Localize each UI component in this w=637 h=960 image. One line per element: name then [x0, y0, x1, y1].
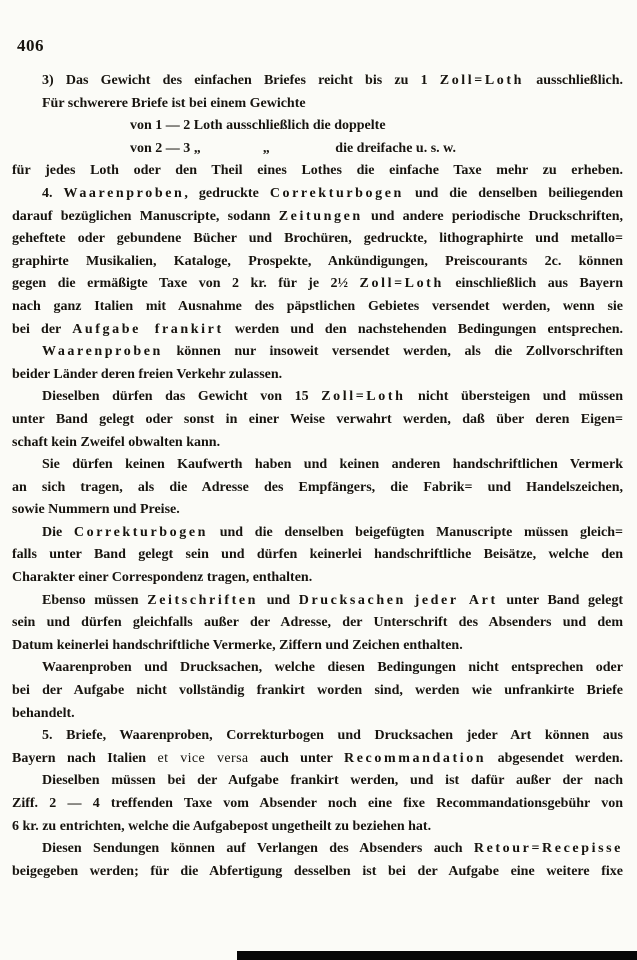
- text-run: Diesen Sendungen können auf Verlangen des Absenders auch: [42, 841, 474, 857]
- text-run: graphirte Musikalien, Kataloge, Prospekte, Ankündigungen, Preiscourants 2c. können: [12, 253, 623, 269]
- text-line: [12, 364, 623, 387]
- text-run: Für schwerere Briefe ist bei einem Gewichte: [42, 95, 306, 111]
- text-run: nicht übersteigen und müssen: [405, 389, 623, 405]
- text-line: [12, 273, 623, 296]
- text-line: [12, 838, 623, 861]
- paragraph: [12, 183, 623, 341]
- paragraph: [12, 770, 623, 838]
- text-line: [12, 454, 623, 477]
- text-line: [12, 770, 623, 793]
- paragraph: [12, 838, 623, 883]
- text-line: [12, 635, 623, 658]
- text-line: [12, 228, 623, 251]
- paragraph: [12, 590, 623, 658]
- text-line: [12, 567, 623, 590]
- paragraph: [12, 341, 623, 386]
- text-line: [12, 70, 623, 93]
- ditto-gap: [201, 151, 263, 152]
- text-line: [12, 138, 623, 161]
- text-line: [12, 296, 623, 319]
- text-run: und andere periodische Druckschriften,: [362, 208, 624, 224]
- text-line: [12, 590, 623, 613]
- text-line: [12, 477, 623, 500]
- text-run: einschließlich aus Bayern: [443, 276, 624, 292]
- paragraph: [12, 454, 623, 522]
- text-line: [12, 206, 623, 229]
- text-line: [12, 544, 623, 567]
- text-run: nach ganz Italien mit Ausnahme des päpstlichen Gebietes versendet werden, wenn sie: [12, 298, 623, 314]
- ditto-gap: [270, 151, 332, 152]
- paragraph: [12, 522, 623, 590]
- text-line: [12, 748, 623, 771]
- text-run: Charakter einer Correspondenz tragen, enthalten.: [12, 570, 313, 586]
- letterspaced-text-run: jeder Art: [414, 592, 498, 608]
- letterspaced-text-run: Recommandation: [344, 750, 487, 766]
- text-line: [12, 183, 623, 206]
- text-run: für jedes Loth oder den Theil eines Lothes die einfache Taxe mehr zu erheben.: [12, 163, 623, 179]
- text-run: bei der: [12, 321, 73, 337]
- text-run: Bayern nach Italien: [12, 750, 158, 766]
- text-run: an sich tragen, als die Adresse des Empfängers, die Fabrik= und Handelszeichen,: [12, 479, 623, 495]
- text-run: abgesendet werden.: [486, 750, 623, 766]
- text-run: beider Länder deren freien Verkehr zulassen.: [12, 366, 283, 382]
- text-run: unter Band gelegt oder sonst in einer Weise verwahrt werden, daß über deren Eigen=: [12, 411, 623, 427]
- letterspaced-text-run: Retour=Recepisse: [473, 841, 623, 857]
- text-run: bei der Aufgabe nicht vollständig frankirt worden sind, werden wie unfrankirte Briefe: [12, 683, 623, 699]
- text-line: [12, 703, 623, 726]
- text-run: gegen die ermäßigte Taxe von 2 kr. für je 2½: [12, 276, 360, 292]
- text-block: [12, 70, 623, 883]
- letterspaced-text-run: Correkturbogen: [73, 524, 209, 540]
- text-run: und die denselben beiliegenden: [403, 185, 623, 201]
- text-run: geheftete oder gebundene Bücher und Brochüren, gedruckte, lithographirte und metallo=: [12, 231, 623, 247]
- text-run: „: [262, 140, 270, 156]
- text-run: 3) Das Gewicht des einfachen Briefes reicht bis zu 1: [42, 73, 440, 88]
- text-run: 6 kr. zu entrichten, welche die Aufgabepost ungetheilt zu beziehen hat.: [12, 818, 432, 834]
- text-run: werden und den nachstehenden Bedingungen entsprechen.: [223, 321, 624, 337]
- antiqua-text-run: et vice versa: [157, 750, 249, 766]
- text-line: [12, 657, 623, 680]
- letterspaced-text-run: Zoll=Loth: [359, 276, 444, 292]
- letterspaced-text-run: Zeitungen: [278, 208, 363, 224]
- text-line: [12, 251, 623, 274]
- text-run: die dreifache u. s. w.: [331, 140, 456, 156]
- text-run: Ebenso müssen: [42, 592, 148, 608]
- text-run: falls unter Band gelegt sein und dürfen keinerlei handschriftliche Beisätze, welche den: [12, 547, 623, 563]
- letterspaced-text-run: Zoll=Loth: [321, 389, 406, 405]
- paragraph: [12, 386, 623, 454]
- text-run: und: [258, 592, 299, 608]
- text-line: [12, 680, 623, 703]
- text-run: unter Band gelegt: [497, 592, 624, 608]
- text-line: [12, 793, 623, 816]
- text-line: [12, 341, 623, 364]
- text-run: , gedruckte: [184, 185, 270, 201]
- text-line: [12, 160, 623, 183]
- text-run: 4.: [42, 185, 64, 201]
- text-run: können nur insoweit versendet werden, als die Zollvorschriften: [162, 344, 623, 360]
- text-line: [12, 409, 623, 432]
- text-run: darauf bezüglichen Manuscripte, sodann: [12, 208, 279, 224]
- text-run: sein und dürfen gleichfalls außer der Adresse, der Unterschrift des Absenders und dem: [12, 615, 623, 631]
- text-run: schaft kein Zweifel obwalten kann.: [12, 434, 221, 450]
- page-number: 406: [17, 36, 44, 55]
- text-run: Waarenproben und Drucksachen, welche diesen Bedingungen nicht entsprechen oder: [42, 660, 623, 676]
- text-line: [12, 432, 623, 455]
- letterspaced-text-run: Drucksachen: [298, 592, 406, 608]
- paragraph: [12, 70, 623, 183]
- paragraph: [12, 657, 623, 725]
- text-run: Ziff. 2 — 4 treffenden Taxe vom Absender noch eine fixe Recommandationsgebühr von: [12, 796, 623, 811]
- scan-edge-artifact: [237, 951, 637, 960]
- text-run: behandelt.: [12, 705, 75, 721]
- text-run: Dieselben dürfen das Gewicht von 15: [42, 389, 322, 405]
- text-line: [12, 612, 623, 635]
- text-line: [12, 499, 623, 522]
- text-run: von 2 — 3 „: [130, 140, 201, 156]
- letterspaced-text-run: Zoll=Loth: [439, 73, 525, 88]
- text-line: [12, 115, 623, 138]
- text-run: Die: [42, 524, 74, 540]
- text-run: Sie dürfen keinen Kaufwerth haben und keinen anderen handschriftlichen Vermerk: [42, 457, 623, 473]
- text-line: [12, 816, 623, 839]
- text-run: sowie Nummern und Preise.: [12, 502, 180, 518]
- text-line: [12, 386, 623, 409]
- paragraph: [12, 725, 623, 770]
- letterspaced-text-run: Waarenproben: [63, 185, 185, 201]
- text-run: von 1 — 2 Loth ausschließlich die doppelte: [130, 118, 386, 134]
- text-line: [12, 522, 623, 545]
- text-line: [12, 93, 623, 116]
- text-run: Datum keinerlei handschriftliche Vermerke, Ziffern und Zeichen enthalten.: [12, 637, 463, 653]
- text-run: [406, 593, 415, 608]
- letterspaced-text-run: Aufgabe frankirt: [72, 321, 224, 337]
- text-run: 5. Briefe, Waarenproben, Correkturbogen und Drucksachen jeder Art können aus: [42, 728, 623, 744]
- text-run: auch unter: [248, 750, 345, 766]
- letterspaced-text-run: Correkturbogen: [269, 185, 404, 201]
- text-line: [12, 725, 623, 748]
- text-run: und die denselben beigefügten Manuscripte müssen gleich=: [208, 524, 623, 540]
- text-line: [12, 861, 623, 884]
- letterspaced-text-run: Zeitschriften: [147, 592, 259, 608]
- text-run: Dieselben müssen bei der Aufgabe frankirt werden, und ist dafür außer der nach: [42, 773, 623, 789]
- text-line: [12, 319, 623, 342]
- text-run: beigegeben werden; für die Abfertigung desselben ist bei der Aufgabe eine weitere fixe: [12, 863, 623, 879]
- text-run: ausschließlich.: [524, 73, 623, 88]
- letterspaced-text-run: Waarenproben: [42, 344, 163, 360]
